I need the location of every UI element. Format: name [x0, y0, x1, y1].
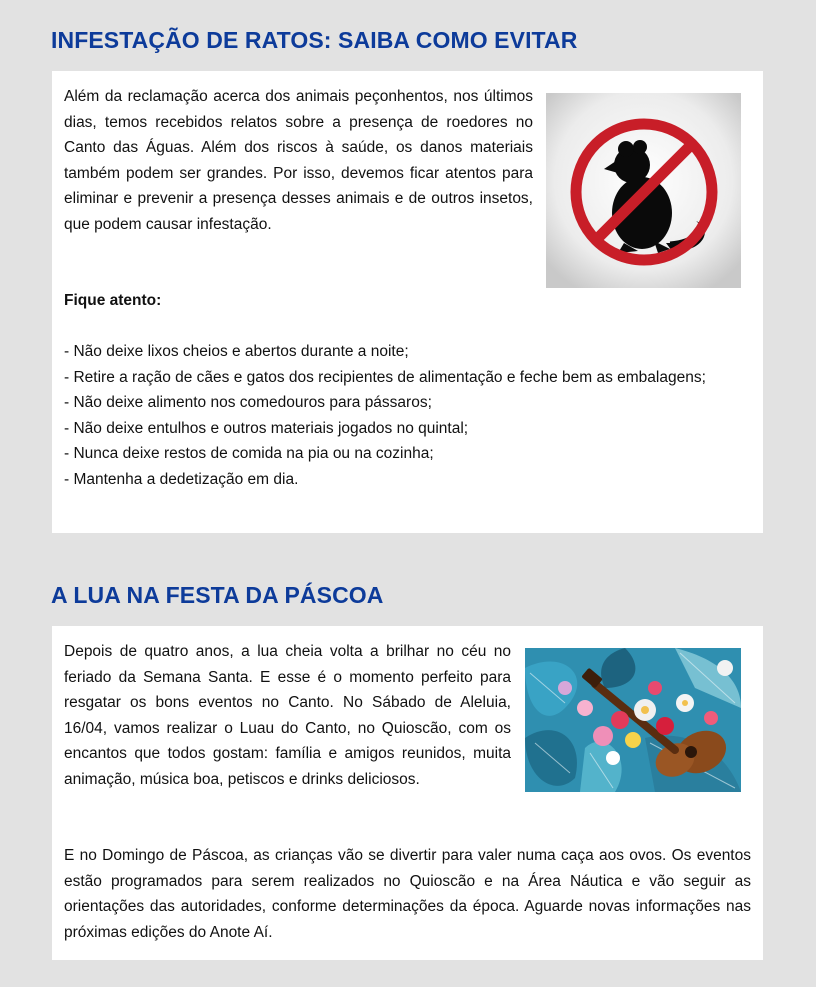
- easter-intro: [64, 639, 511, 792]
- article-title-rats: INFESTAÇÃO DE RATOS: SAIBA COMO EVITAR: [51, 27, 578, 53]
- no-rats-icon: [546, 93, 741, 288]
- list-item: - Não deixe entulhos e outros materiais jogados no quintal;: [64, 419, 469, 437]
- article-card-easter: [52, 626, 763, 960]
- list-item: - Não deixe alimento nos comedouros para pássaros;: [64, 394, 432, 411]
- article-card-rats: [52, 71, 763, 533]
- list-item: - Retire a ração de cães e gatos dos recipientes de alimentação e feche bem as embalagens;: [64, 368, 706, 386]
- article-title-easter: A LUA NA FESTA DA PÁSCOA: [51, 582, 384, 608]
- tips-block: [64, 288, 751, 492]
- list-item: - Não deixe lixos cheios e abertos durante a noite;: [64, 343, 409, 360]
- tips-heading: Fique atento:: [64, 292, 162, 309]
- intro-paragraph: Além da reclamação acerca dos animais peçonhentos, nos últimos dias, temos recebidos relatos sobre a presença de roedores no Canto das Águas. Além dos riscos à saúde, os danos materiais também podem ser grandes. Por isso, devemos ficar atentos para eliminar e prevenir a presença desses animais e de outros insetos, que podem causar infestação.: [64, 88, 533, 233]
- easter-details: [64, 843, 751, 945]
- list-item: - Nunca deixe restos de comida na pia ou na cozinha;: [64, 445, 434, 462]
- list-item: - Mantenha a dedetização em dia.: [64, 470, 299, 488]
- ukulele-flowers-photo: [525, 648, 741, 792]
- tips-list: [64, 339, 751, 492]
- easter-paragraph-2: E no Domingo de Páscoa, as crianças vão se divertir para valer numa caça aos ovos. Os eventos estão programados para serem realizados no Quioscão e na Área Náutica e vão seguir as orientações das autoridades, conforme determinações da época. Aguarde novas informações nas próximas edições do Anote Aí.: [64, 847, 751, 941]
- easter-paragraph-1: Depois de quatro anos, a lua cheia volta a brilhar no céu no feriado da Semana Santa. E esse é o momento perfeito para resgatar os bons eventos no Canto. No Sábado de Aleluia, 16/04, vamos realizar o Luau do Canto, no Quioscão, com os encantos que todos gostam: família e amigos reunidos, muita animação, música boa, petiscos e drinks deliciosos.: [64, 643, 511, 788]
- article-intro: [64, 84, 533, 237]
